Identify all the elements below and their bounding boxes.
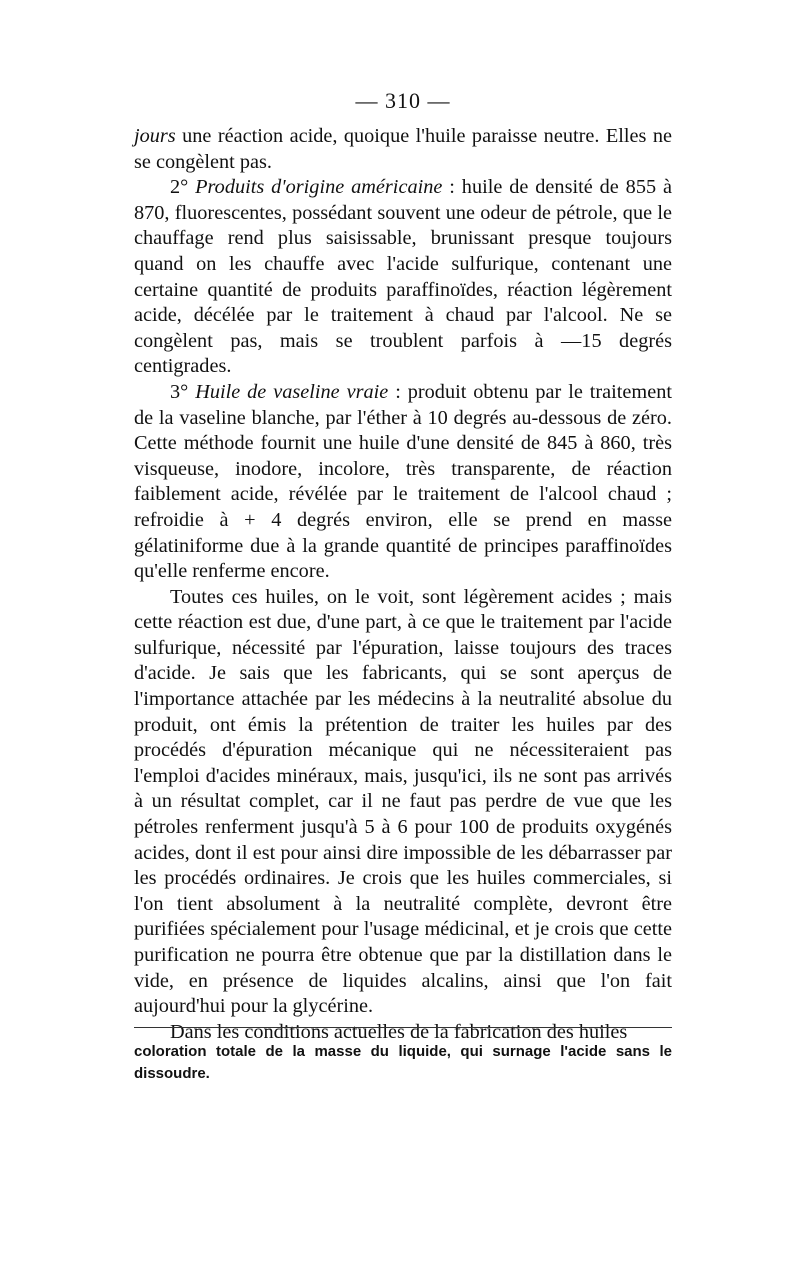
book-page <box>134 86 672 1045</box>
paragraph-american-products <box>134 175 672 380</box>
paragraph-text: Dans les conditions actuelles de la fabrication des huiles <box>170 1020 628 1043</box>
paragraph-vaseline-oil <box>134 380 672 585</box>
paragraph-prefix: 3° <box>170 380 196 403</box>
paragraph-continuation <box>134 124 672 175</box>
paragraph-lead-italic: Produits d'origine américaine <box>195 176 443 199</box>
paragraph-text: une réaction acide, quoique l'huile paraisse neutre. Elles ne se congèlent pas. <box>134 125 672 173</box>
paragraph-lead-italic: Huile de vaseline vraie <box>195 380 389 403</box>
paragraph-text: Toutes ces huiles, on le voit, sont légèrement acides ; mais cette réaction est due, d'une part, à ce que le traitement par l'acide sulfurique, nécessité par l'épuration, laisse toujours des traces d'acide. Je sais que les fabricants, qui se sont aperçus de l'importance attachée par les médecins à la neutralité absolue du produit, ont émis la prétention de traiter les huiles par des procédés d'épuration mécanique qui ne nécessiteraient pas l'emploi d'acides minéraux, mais, jusqu'ici, ils ne sont pas arrivés à un résultat complet, car il ne faut pas perdre de vue que les pétroles renferment jusqu'à 5 à 6 pour 100 de produits oxygénés acides, dont il est pour ainsi dire impossible de les débarrasser par les procédés ordinaires. Je crois que les huiles commerciales, si l'on tient absolument à la neutralité complète, devront être purifiées spécialement pour l'usage médicinal, et je crois que cette purification ne pourra être obtenue que par la distillation dans le vide, en présence de liquides alcalins, ainsi que l'on fait aujourd'hui pour la glycérine. <box>134 585 672 1018</box>
paragraph-lead-italic: jours <box>134 125 176 147</box>
footnote-divider <box>134 1027 672 1028</box>
paragraph-text: : produit obtenu par le traitement de la vaseline blanche, par l'éther à 10 degrés au-dessous de zéro. Cette méthode fournit une huile d'une densité de 845 à 860, très visqueuse, inodore, incolore, très transparente, de réaction faiblement acide, révélée par le traitement de l'alcool chaud ; refroidie à + 4 degrés environ, elle se prend en masse gélatiniforme due à la grande quantité de principes paraffinoïdes qu'elle renferme encore. <box>134 380 672 583</box>
paragraph-acidity <box>134 585 672 1020</box>
footnote: coloration totale de la masse du liquide, qui surnage l'acide sans le dissoudre. <box>134 1043 672 1082</box>
page-number: — 310 — <box>355 88 451 113</box>
paragraph-text: : huile de densité de 855 à 870, fluorescentes, possédant souvent une odeur de pétrole, que le chauffage rend plus saisissable, brunissant presque toujours quand on les chauffe avec l'acide sulfurique, contenant une certaine quantité de produits paraffinoïdes, réaction légèrement acide, décélée par le traitement à chaud par l'alcool. Ne se congèlent pas, mais se troublent parfois à —15 degrés centigrades. <box>134 176 672 378</box>
paragraph-prefix: 2° <box>170 176 196 199</box>
body-text <box>134 124 672 1045</box>
